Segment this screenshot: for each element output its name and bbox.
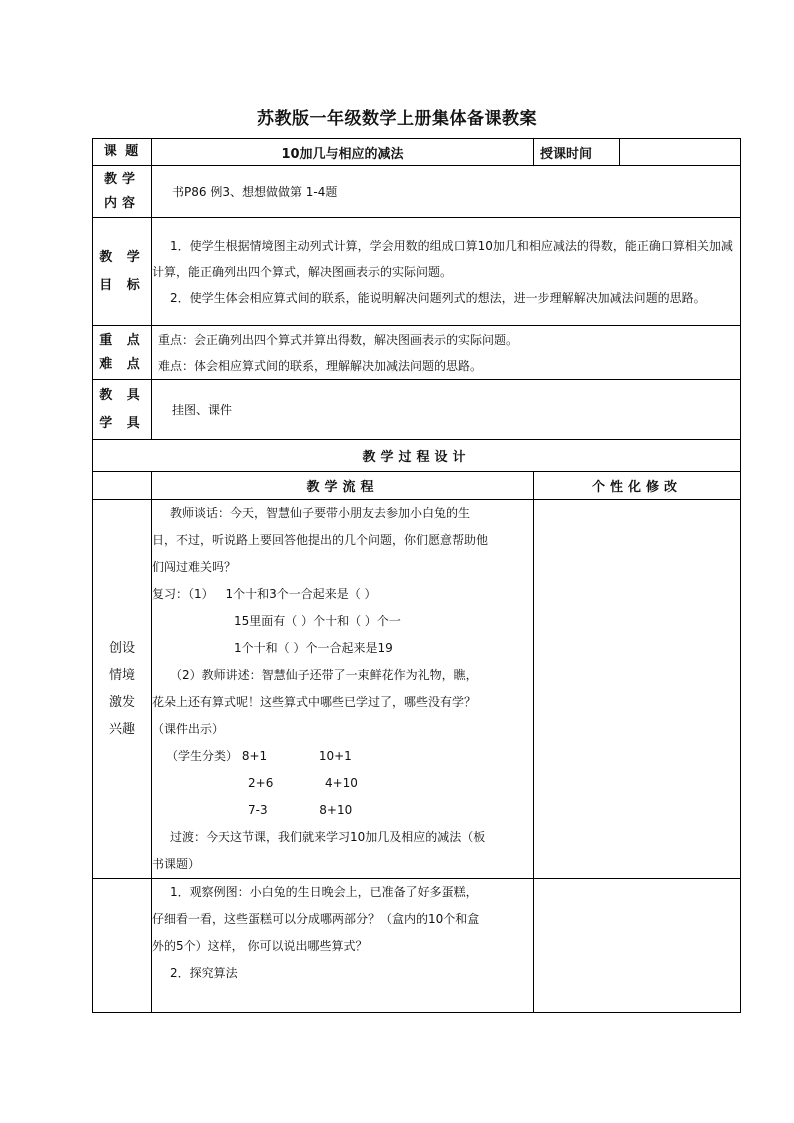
content-value <box>152 166 741 218</box>
tools-text: 挂图、课件 <box>172 402 233 417</box>
tools-label-line-1: 教 具 <box>99 387 145 403</box>
topic-value: 10加几与相应的减法 <box>152 139 534 166</box>
expr-line-1 <box>152 743 488 770</box>
keypoints-label <box>93 326 152 380</box>
stage-2-name <box>93 879 152 1013</box>
section-header-row <box>93 440 741 472</box>
content-row <box>93 166 741 218</box>
tools-label-line-2: 学 具 <box>99 415 145 431</box>
expr-2: 10+1 <box>318 749 352 763</box>
review-question-1: 1个十和3个一合起来是（ ） <box>225 587 377 601</box>
tools-row <box>93 380 741 440</box>
expr-line-3 <box>152 797 488 824</box>
review-line-1 <box>152 581 488 608</box>
column-header-row <box>93 472 741 500</box>
transition: 过渡：今天这节课，我们就来学习10加几及相应的减法（板书课题） <box>152 830 486 871</box>
key-point: 重点：会正确列出四个算式并算出得数，解决图画表示的实际问题。 <box>158 332 519 347</box>
keypoints-label-line-1: 重 点 <box>99 332 145 348</box>
observe-example: 1．观察例图：小白兔的生日晚会上，已准备了好多蛋糕，仔细看一看，这些蛋糕可以分成哪两部分？（盒内的10个和盒外的5个）这样， 你可以说出哪些算式？ <box>152 885 480 953</box>
stage-1-line-2: 情境 <box>108 668 135 683</box>
goals-label-line-1: 教 学 <box>99 249 145 265</box>
goals-label-line-2: 目 标 <box>99 277 145 293</box>
goals-text <box>152 218 741 326</box>
time-label: 授课时间 <box>534 139 620 166</box>
expr-1: 8+1 <box>241 749 268 763</box>
lesson-plan-table <box>92 138 741 1013</box>
teacher-narration: （2）教师讲述：智慧仙子还带了一束鲜花作为礼物，瞧，花朵上还有算式呢！这些算式中哪些已学过了，哪些没有学？（课件出示） <box>152 668 478 736</box>
goals-row <box>93 218 741 326</box>
tools-label <box>93 380 152 440</box>
goal-item-2: 2．使学生体会相应算式间的联系，能说明解决问题列式的想法，进一步理解解决加减法问题的思路。 <box>170 290 706 305</box>
difficult-point: 难点：体会相应算式间的联系，理解解决加减法问题的思路。 <box>158 358 483 373</box>
review-label: 复习：（1） <box>152 587 214 601</box>
stage-column-header <box>93 472 152 500</box>
keypoints-text <box>152 326 741 380</box>
content-label <box>93 166 152 218</box>
expr-5: 7-3 <box>248 803 268 817</box>
goals-label <box>93 218 152 326</box>
stage-2-row <box>93 879 741 1013</box>
stage-1-name <box>93 500 152 879</box>
topic-row <box>93 139 741 166</box>
tools-value <box>152 380 741 440</box>
content-text: 书P86 例3、想想做做第 1-4题 <box>172 184 338 199</box>
flow-column-header: 教学流程 <box>152 472 534 500</box>
expr-6: 8+10 <box>319 803 353 817</box>
stage-1-line-4: 兴趣 <box>108 722 135 737</box>
classify-label: （学生分类） <box>166 749 239 763</box>
explore-method: 2．探究算法 <box>170 966 238 980</box>
stage-1-personal <box>534 500 741 879</box>
content-label-line-2: 内容 <box>103 195 140 211</box>
personal-column-header: 个性化修改 <box>534 472 741 500</box>
keypoints-label-line-2: 难 点 <box>99 356 145 372</box>
stage-2-flow <box>152 879 534 1013</box>
stage-1-content <box>152 500 488 878</box>
expr-line-2 <box>152 770 488 797</box>
review-question-2: 15里面有（ ）个十和（ ）个一 <box>234 614 401 628</box>
expr-4: 4+10 <box>324 776 358 790</box>
section-header: 教学过程设计 <box>93 440 741 472</box>
content-label-line-1: 教学 <box>103 171 140 187</box>
review-question-3: 1个十和（ ）个一合起来是19 <box>234 641 393 655</box>
expr-3: 2+6 <box>248 776 274 790</box>
document-title: 苏教版一年级数学上册集体备课教案 <box>257 109 537 129</box>
stage-2-personal <box>534 879 741 1013</box>
stage-1-line-1: 创设 <box>108 641 135 656</box>
topic-label: 课 题 <box>93 139 152 166</box>
stage-1-row <box>93 500 741 879</box>
keypoints-row <box>93 326 741 380</box>
goal-item-1: 1．使学生根据情境图主动列式计算，学会用数的组成口算10加几和相应减法的得数，能正确口算相关加减计算，能正确列出四个算式，解决图画表示的实际问题。 <box>152 238 733 279</box>
teacher-talk: 教师谈话：今天，智慧仙子要带小朋友去参加小白兔的生日，不过，听说路上要回答他提出的几个问题，你们愿意帮助他们闯过难关吗？ <box>152 506 489 574</box>
stage-1-flow <box>152 500 534 879</box>
time-value <box>620 139 741 166</box>
stage-2-content <box>152 879 488 987</box>
stage-1-line-3: 激发 <box>108 695 135 710</box>
